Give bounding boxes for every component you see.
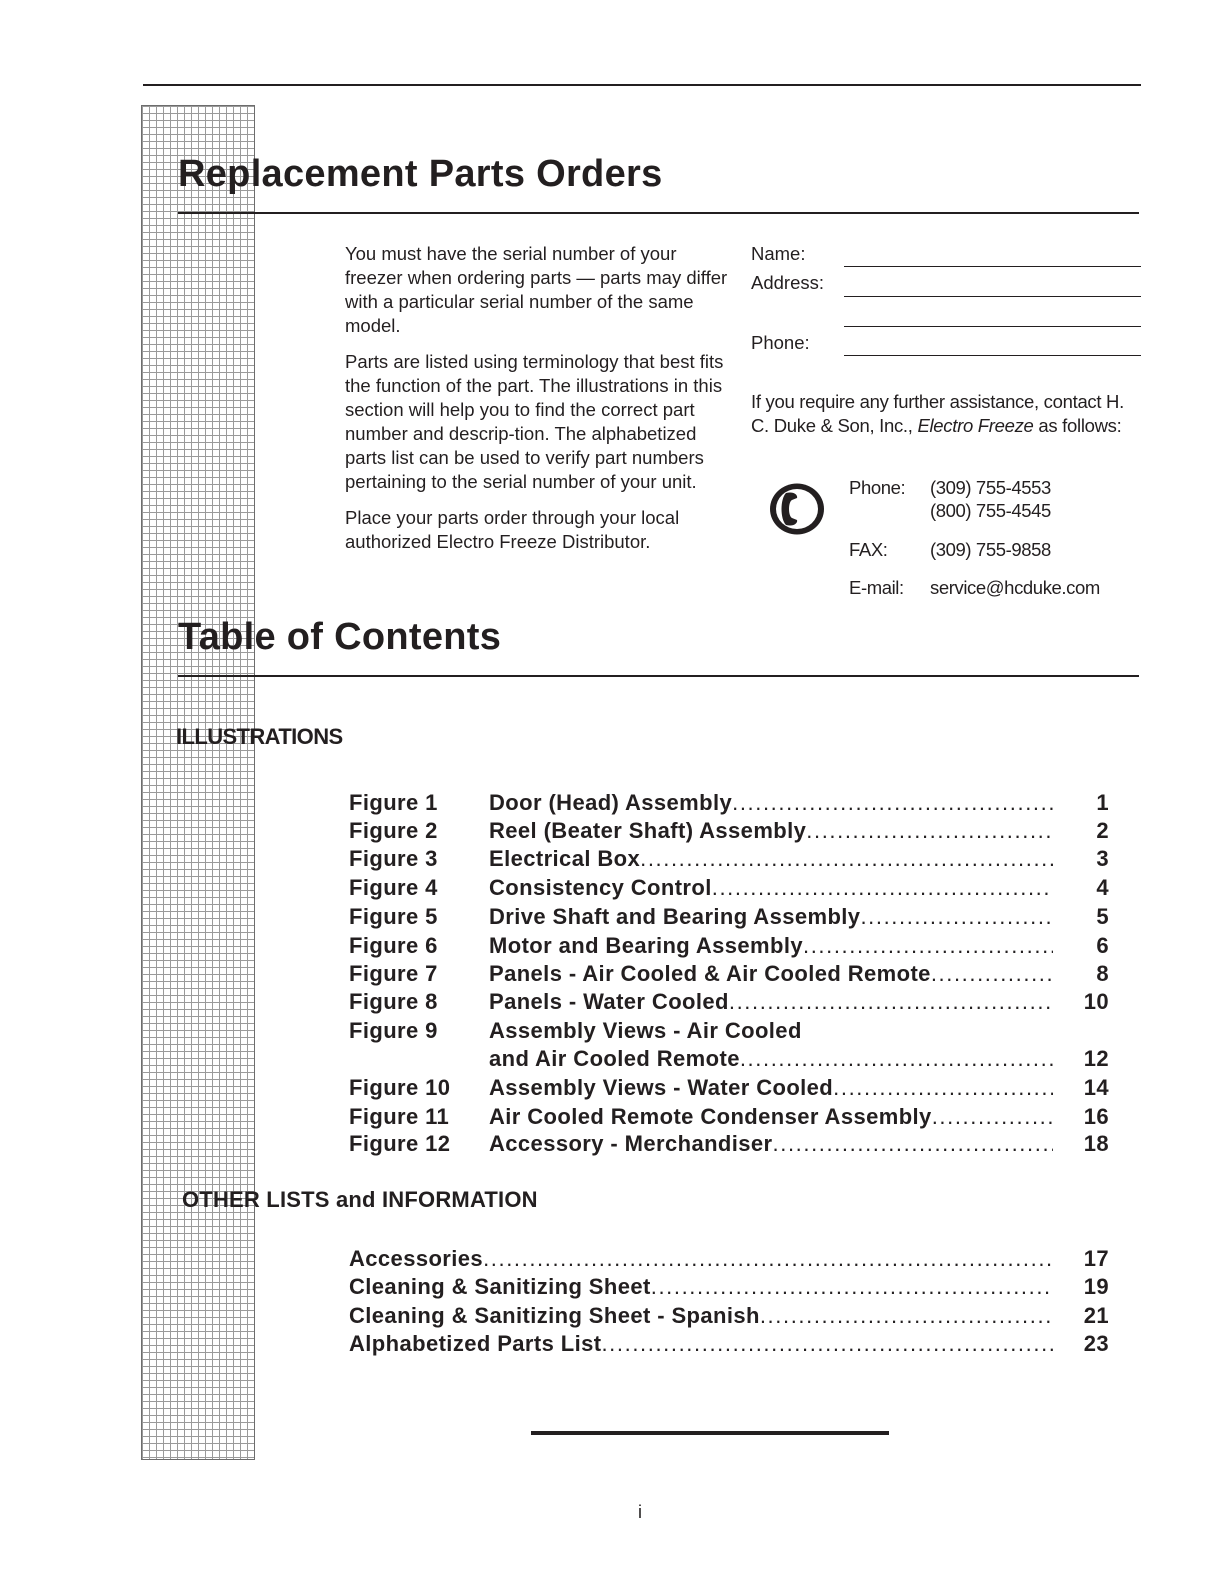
ordering-instructions	[345, 242, 735, 566]
illustrations-heading: ILLUSTRATIONS	[176, 724, 343, 749]
name-label: Name:	[751, 243, 806, 264]
dot-leader	[931, 960, 1053, 988]
dot-leader	[601, 1330, 1053, 1358]
figure-title: Reel (Beater Shaft) Assembly	[489, 818, 807, 843]
dot-leader	[729, 988, 1053, 1016]
address-label: Address:	[751, 272, 825, 293]
figure-label: Figure 12	[349, 1131, 451, 1156]
figure-title: Accessory - Merchandiser	[489, 1131, 773, 1156]
page-number: 19	[1083, 1274, 1109, 1299]
toc-heading: Table of Contents	[178, 616, 502, 658]
toc-row	[349, 960, 1109, 988]
page-number: 18	[1083, 1131, 1109, 1156]
address-line-1	[844, 296, 1141, 297]
figure-label: Figure 5	[349, 904, 438, 929]
dot-leader	[773, 1130, 1053, 1158]
page-number: 4	[1096, 875, 1109, 900]
assistance-text	[751, 390, 1146, 438]
figure-label: Figure 4	[349, 875, 438, 900]
page-number: 8	[1096, 961, 1109, 986]
contact-phone-2: (800) 755-4545	[930, 500, 1051, 521]
contact-phone-label: Phone:	[849, 477, 906, 498]
figure-label: Figure 1	[349, 790, 438, 815]
figure-label: Figure 11	[349, 1104, 450, 1129]
dot-leader	[712, 874, 1053, 902]
dot-leader	[803, 932, 1053, 960]
toc-row	[349, 932, 1109, 960]
figure-title: Consistency Control	[489, 875, 712, 900]
toc-row	[349, 789, 1109, 817]
figure-title: Panels - Water Cooled	[489, 989, 729, 1014]
bottom-rule	[531, 1431, 889, 1435]
toc-row	[349, 1273, 1109, 1301]
figure-title: Panels - Air Cooled & Air Cooled Remote	[489, 961, 931, 986]
list-title: Accessories	[349, 1246, 484, 1271]
toc-row	[349, 845, 1109, 873]
toc-heading-rule	[178, 675, 1139, 677]
figure-label: Figure 10	[349, 1075, 451, 1100]
toc-row	[349, 874, 1109, 902]
replacement-parts-heading: Replacement Parts Orders	[178, 153, 663, 195]
toc-row	[349, 1330, 1109, 1358]
page-number: 2	[1096, 818, 1109, 843]
figure-title: Air Cooled Remote Condenser Assembly	[489, 1104, 932, 1129]
page-number: 3	[1096, 846, 1109, 871]
distributor-paragraph: Place your parts order through your local authorized Electro Freeze Distributor.	[345, 507, 680, 552]
serial-number-paragraph: You must have the serial number of your freezer when ordering parts — parts may differ with a particular serial number of the same model.	[345, 243, 728, 336]
phone-form-label: Phone:	[751, 332, 810, 353]
dot-leader	[483, 1245, 1053, 1273]
replacement-heading-rule	[178, 212, 1139, 214]
page-number: 1	[1096, 790, 1109, 815]
dot-leader	[640, 845, 1053, 873]
name-line	[844, 266, 1141, 267]
contact-email-label: E-mail:	[849, 577, 904, 598]
contact-fax-label: FAX:	[849, 539, 888, 560]
toc-row	[349, 1017, 1109, 1045]
top-rule	[143, 84, 1141, 86]
other-lists-heading: OTHER LISTS and INFORMATION	[182, 1187, 538, 1212]
page-number: 12	[1083, 1046, 1109, 1071]
figure-label: Figure 2	[349, 818, 438, 843]
figure-label: Figure 3	[349, 846, 438, 871]
page-number: 16	[1083, 1104, 1109, 1129]
page-number: 14	[1083, 1075, 1109, 1100]
contact-email: service@hcduke.com	[930, 577, 1100, 598]
figure-label: Figure 8	[349, 989, 438, 1014]
toc-row	[349, 1302, 1109, 1330]
page-number: 10	[1083, 989, 1109, 1014]
dot-leader	[760, 1302, 1053, 1330]
figure-title: Electrical Box	[489, 846, 641, 871]
figure-title-continued: and Air Cooled Remote	[489, 1046, 740, 1071]
assistance-intro: If you require any further assistance, contact H. C. Duke & Son, Inc.,	[751, 391, 1124, 436]
contact-phone-1: (309) 755-4553	[930, 477, 1051, 498]
figure-label: Figure 6	[349, 933, 438, 958]
list-title: Cleaning & Sanitizing Sheet - Spanish	[349, 1303, 760, 1328]
toc-row	[349, 1130, 1109, 1158]
toc-row	[349, 903, 1109, 931]
page-number: 23	[1083, 1331, 1109, 1356]
address-line-2	[844, 326, 1141, 327]
figure-label: Figure 7	[349, 961, 438, 986]
toc-row	[349, 1245, 1109, 1273]
page-number: 21	[1083, 1303, 1109, 1328]
list-title: Alphabetized Parts List	[349, 1331, 602, 1356]
brand-name: Electro Freeze	[917, 415, 1034, 436]
figure-title: Motor and Bearing Assembly	[489, 933, 803, 958]
page-number: 17	[1083, 1246, 1109, 1271]
dot-leader	[806, 817, 1053, 845]
phone-icon	[767, 481, 827, 537]
toc-row	[349, 988, 1109, 1016]
toc-row	[349, 1103, 1109, 1131]
list-title: Cleaning & Sanitizing Sheet	[349, 1274, 651, 1299]
page-number-footer: i	[638, 1502, 642, 1522]
assistance-outro: as follows:	[1033, 415, 1122, 436]
decorative-grid-strip	[141, 105, 255, 1460]
dot-leader	[732, 789, 1053, 817]
terminology-paragraph: Parts are listed using terminology that best fits the function of the part. The illustrations in this section will help you to find the correct part number and descrip-tion. The alphabetized parts list can be used to verify part numbers pertaining to the serial number of your unit.	[345, 351, 724, 492]
figure-title: Door (Head) Assembly	[489, 790, 733, 815]
dot-leader	[833, 1074, 1053, 1102]
page-number: 5	[1096, 904, 1109, 929]
dot-leader	[932, 1103, 1053, 1131]
figure-title: Drive Shaft and Bearing Assembly	[489, 904, 861, 929]
figure-title: Assembly Views - Air Cooled	[489, 1018, 802, 1043]
toc-row-continuation	[349, 1045, 1109, 1073]
dot-leader	[651, 1273, 1053, 1301]
dot-leader	[740, 1045, 1053, 1073]
contact-fax: (309) 755-9858	[930, 539, 1051, 560]
toc-row	[349, 1074, 1109, 1102]
phone-line	[844, 355, 1141, 356]
dot-leader	[860, 903, 1053, 931]
toc-row	[349, 817, 1109, 845]
page-number: 6	[1096, 933, 1109, 958]
figure-title: Assembly Views - Water Cooled	[489, 1075, 834, 1100]
figure-label: Figure 9	[349, 1018, 438, 1043]
